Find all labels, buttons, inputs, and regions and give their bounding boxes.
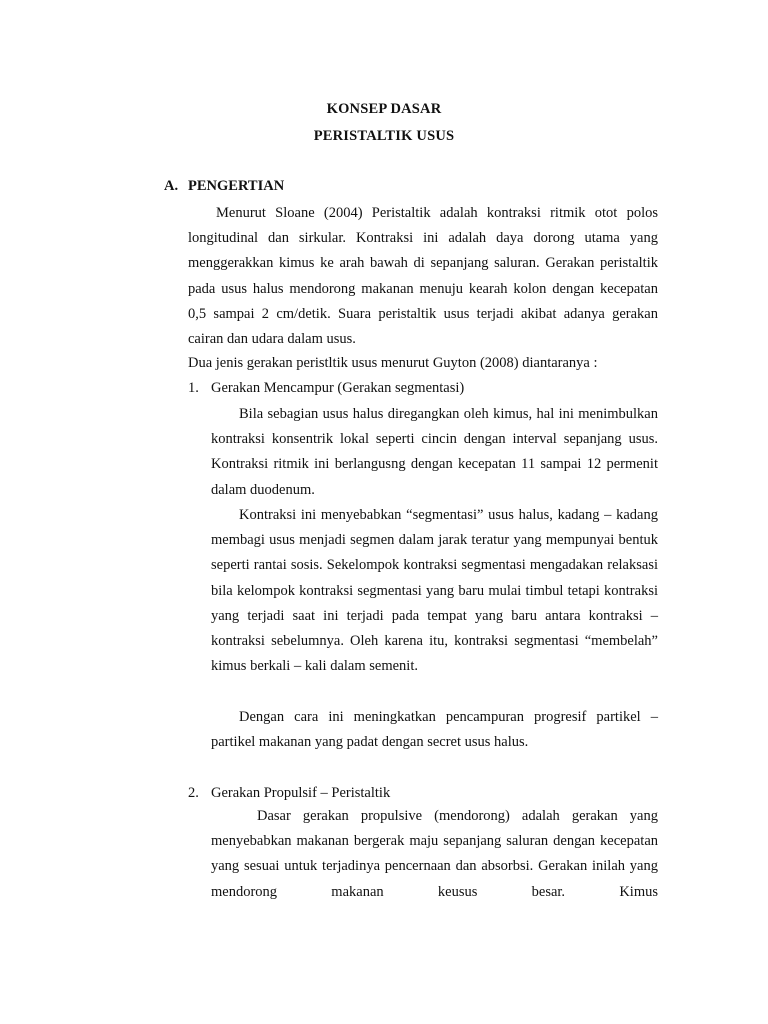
segmentation-paragraph-1: Bila sebagian usus halus diregangkan oleh kimus, hal ini menimbulkan kontraksi konsentrik lokal seperti cincin dengan interval sepanjang usus. Kontraksi ritmik ini berlangusng dengan kecepatan 11 sampai 12 permenit dalam duodenum. xyxy=(211,406,658,498)
section-heading xyxy=(164,178,284,195)
document-title-line-2: PERISTALTIK USUS xyxy=(313,128,455,144)
list-item-title: Gerakan Mencampur (Gerakan segmentasi) xyxy=(211,380,465,396)
section-letter: A. xyxy=(164,178,179,194)
propulsive-paragraph: Dasar gerakan propulsive (mendorong) adalah gerakan yang menyebabkan makanan bergerak maju sepanjang saluran dengan kecepatan yang sesuai untuk terjadinya pencernaan dan absorbsi. Gerakan inilah yang mendorong makanan keusus besar. Kimus xyxy=(211,808,658,900)
list-item-number: 2. xyxy=(188,785,199,801)
document-title-line-1: KONSEP DASAR xyxy=(326,101,442,117)
intro-line: Dua jenis gerakan peristltik usus menurut Guyton (2008) diantaranya : xyxy=(188,355,598,371)
section-title: PENGERTIAN xyxy=(188,178,285,194)
list-item-title: Gerakan Propulsif – Peristaltik xyxy=(211,785,391,801)
definition-paragraph: Menurut Sloane (2004) Peristaltik adalah kontraksi ritmik otot polos longitudinal dan sirkular. Kontraksi ini adalah daya dorong utama yang menggerakkan kimus ke arah bawah di sepanjang saluran. Gerakan peristaltik pada usus halus mendorong makanan menuju kearah kolon dengan kecepatan 0,5 sampai 2 cm/detik. Suara peristaltik usus terjadi akibat adanya gerakan cairan dan udara dalam usus. xyxy=(188,205,658,348)
segmentation-paragraph-3: Dengan cara ini meningkatkan pencampuran progresif partikel – partikel makanan yang padat dengan secret usus halus. xyxy=(211,709,658,751)
list-item-number: 1. xyxy=(188,380,199,396)
segmentation-paragraph-2: Kontraksi ini menyebabkan “segmentasi” usus halus, kadang – kadang membagi usus menjadi segmen dalam jarak teratur yang mempunyai bentuk seperti rantai sosis. Sekelompok kontraksi segmentasi mengadakan relaksasi bila kelompok kontraksi segmentasi yang baru mulai timbul tetapi kontraksi yang terjadi saat ini terjadi pada tempat yang baru antara kontraksi – kontraksi sebelumnya. Oleh karena itu, kontraksi segmentasi “membelah” kimus berkali – kali dalam semenit. xyxy=(211,507,658,675)
